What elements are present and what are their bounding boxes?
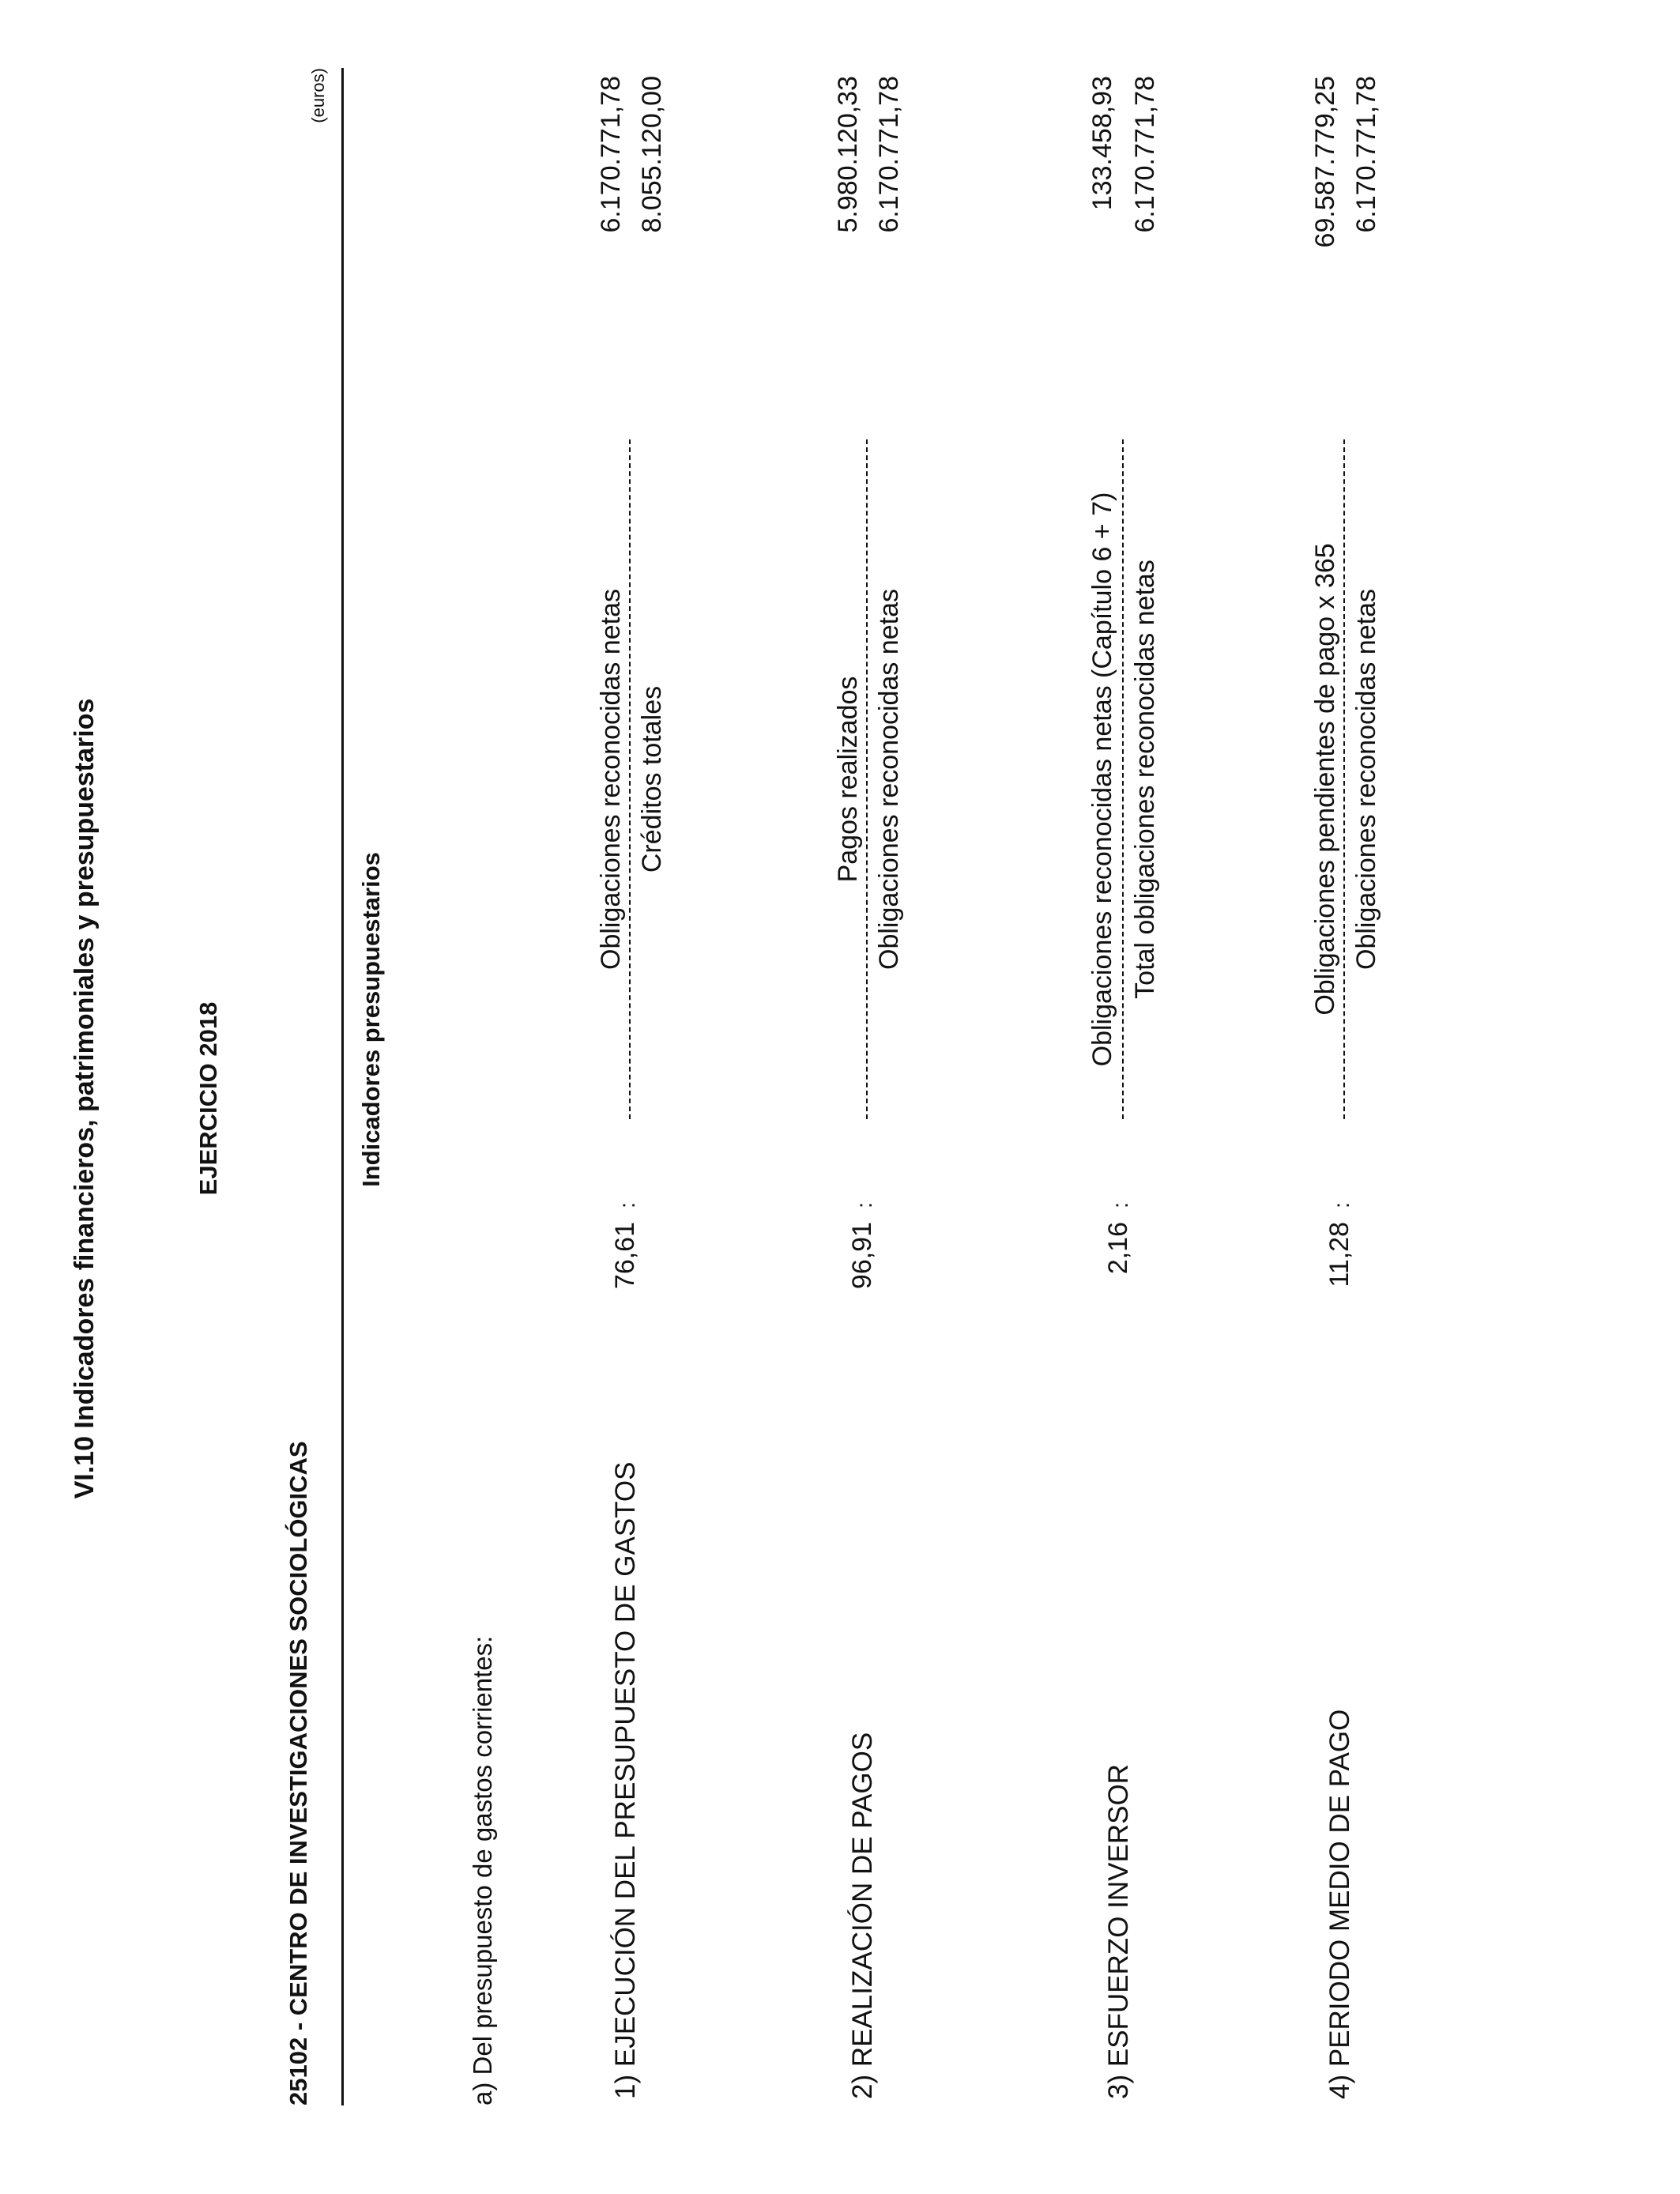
page-title: VI.10 Indicadores financieros, patrimoniales y presupuestarios: [70, 698, 100, 1499]
ratio-denominator: Créditos totales: [637, 685, 667, 873]
entity-name: 25102 - CENTRO DE INVESTIGACIONES SOCIOLÓGICAS: [284, 1441, 312, 2105]
indicator-value: 76,61: [610, 1222, 640, 1290]
indicator-colon: :: [1108, 1202, 1132, 1208]
ratio-divider: [629, 439, 631, 1119]
ratio-numerator: Obligaciones reconocidas netas (Capítulo 6 + 7): [1087, 492, 1117, 1067]
numerator-amount: 5.980.120,33: [833, 76, 863, 233]
numerator-amount: 69.587.779,25: [1310, 76, 1340, 248]
year-heading: EJERCICIO 2018: [194, 1001, 222, 1196]
ratio-numerator: Obligaciones reconocidas netas: [596, 589, 626, 970]
denominator-amount: 6.170.771,78: [1351, 76, 1381, 233]
header-rule: [341, 68, 344, 2105]
ratio-divider: [1343, 439, 1345, 1119]
indicator-colon: :: [852, 1202, 876, 1208]
subsection-heading: a) Del presupuesto de gastos corrientes:: [468, 1635, 497, 2105]
indicator-value: 96,91: [847, 1222, 877, 1290]
indicator-label: 1) EJECUCIÓN DEL PRESUPUESTO DE GASTOS: [610, 1461, 641, 2099]
indicator-label: 2) REALIZACIÓN DE PAGOS: [847, 1732, 878, 2099]
ratio-denominator: Total obligaciones reconocidas netas: [1130, 560, 1160, 999]
ratio-divider: [866, 439, 868, 1119]
denominator-amount: 6.170.771,78: [874, 76, 904, 233]
ratio-numerator: Obligaciones pendientes de pago x 365: [1310, 543, 1340, 1016]
indicator-label: 3) ESFUERZO INVERSOR: [1103, 1764, 1134, 2099]
denominator-amount: 8.055.120,00: [637, 76, 667, 233]
ratio-denominator: Obligaciones reconocidas netas: [874, 589, 904, 970]
section-heading: Indicadores presupuestarios: [357, 852, 385, 1187]
indicator-colon: :: [615, 1202, 639, 1208]
indicator-label: 4) PERIODO MEDIO DE PAGO: [1324, 1709, 1355, 2099]
denominator-amount: 6.170.771,78: [1130, 76, 1160, 233]
ratio-denominator: Obligaciones reconocidas netas: [1351, 589, 1381, 970]
ratio-numerator: Pagos realizados: [833, 676, 863, 883]
ratio-divider: [1122, 439, 1124, 1119]
indicator-value: 11,28: [1324, 1222, 1354, 1287]
numerator-amount: 6.170.771,78: [596, 76, 626, 233]
indicator-value: 2,16: [1103, 1222, 1133, 1275]
indicator-colon: :: [1329, 1202, 1354, 1208]
unit-label: (euros): [308, 68, 328, 123]
numerator-amount: 133.458,93: [1087, 76, 1117, 211]
